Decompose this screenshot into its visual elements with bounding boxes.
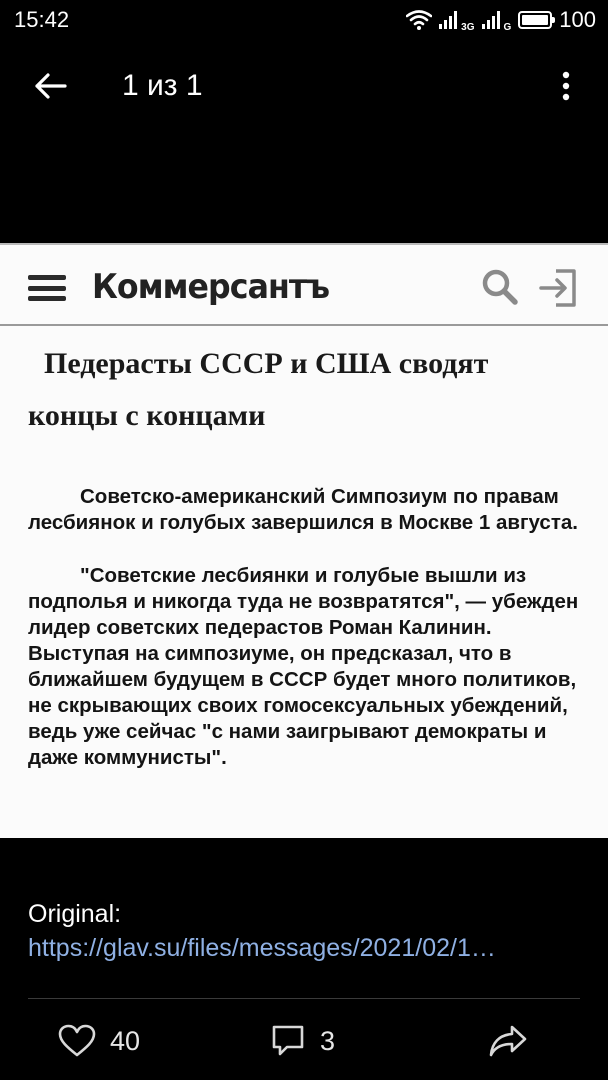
comment-count: 3 <box>320 1025 336 1056</box>
article-paragraph: "Советские лесбиянки и голубые вышли из подполья и никогда туда не возвратятся", — убежден лидер советских педерастов Роман Калинин. Выступая на симпозиуме, он предсказал, что в ближайшем будущем в СССР будет много политиков, не скрывающих своих гомосексуальных убеждений, ведь уже сейчас "с нами заигрывают демократы и даже коммунисты". <box>28 564 579 769</box>
login-icon <box>538 267 580 309</box>
network-type-2: G <box>503 22 512 33</box>
signal-icon <box>439 11 457 29</box>
caption-prefix: Original: <box>28 900 122 928</box>
footer-divider <box>28 998 580 999</box>
battery-icon <box>518 11 552 29</box>
status-bar <box>0 0 608 40</box>
search-icon <box>480 267 520 307</box>
headline-line-2: концы с концами <box>28 399 266 432</box>
article-headline <box>28 338 588 442</box>
more-vertical-icon <box>562 71 570 101</box>
viewer-toolbar <box>0 48 608 124</box>
attached-photo[interactable] <box>0 243 608 838</box>
comment-icon <box>270 1023 306 1059</box>
headline-line-1: Педерасты СССР и США сводят <box>44 347 489 380</box>
battery-level: 100 <box>559 7 596 32</box>
share-icon <box>488 1024 528 1058</box>
signal-icon <box>482 11 500 29</box>
source-link[interactable]: https://glav.su/files/messages/2021/02/1… <box>28 934 496 962</box>
post-actions <box>0 1010 608 1072</box>
site-logo: Коммерсантъ <box>92 267 330 307</box>
status-time: 15:42 <box>14 7 70 32</box>
viewer-title: 1 из 1 <box>122 69 203 102</box>
site-header <box>0 245 608 325</box>
article-paragraph: Советско-американский Симпозиум по правам лесбиянок и голубых завершился в Москве 1 августа. <box>28 485 578 534</box>
back-button[interactable] <box>0 48 100 124</box>
network-type-1: 3G <box>461 22 475 33</box>
heart-icon <box>58 1024 96 1058</box>
article-body <box>28 484 588 798</box>
wifi-icon <box>406 10 432 30</box>
arrow-left-icon <box>33 72 67 100</box>
share-button[interactable] <box>488 1010 528 1072</box>
comment-button[interactable] <box>270 1010 335 1072</box>
status-icons <box>406 7 596 33</box>
like-count: 40 <box>110 1025 141 1056</box>
more-options-button[interactable] <box>536 48 596 124</box>
post-caption <box>28 897 578 965</box>
menu-icon <box>28 275 66 301</box>
like-button[interactable] <box>58 1010 140 1072</box>
